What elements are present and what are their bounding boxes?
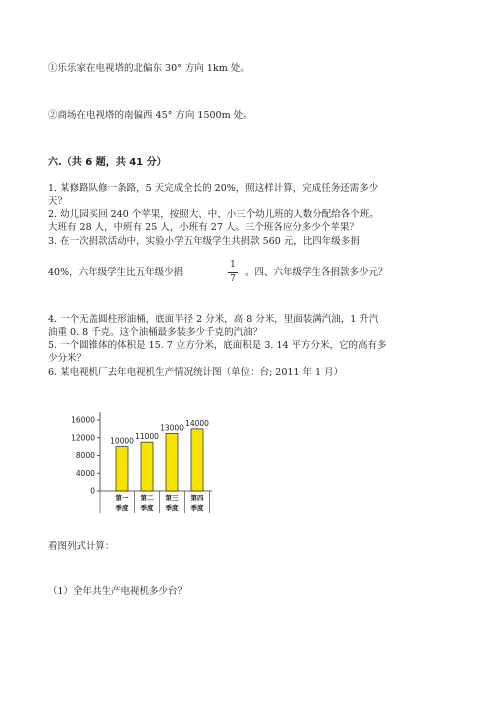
bar-value-label: 14000 — [185, 418, 209, 428]
bar-value-label: 11000 — [135, 432, 159, 442]
problem-3-line-2-end: 。四、六年级学生各捐款多少元？ — [245, 267, 388, 278]
problem-2-line-2: 大班有 28 人，中班有 25 人，小班有 27 人。三个班各应分多少个苹果？ — [48, 222, 359, 233]
fraction — [228, 260, 238, 285]
category-label-line-1: 第二 — [140, 494, 154, 502]
y-tick-label: 16000 — [71, 415, 95, 425]
problem-4-line-1: 4. 一个无盖圆柱形油桶，底面半径 2 分米，高 8 分米，里面装满汽油，1 升汽 — [48, 314, 379, 325]
category-label-line-1: 第四 — [190, 494, 204, 502]
problem-6: 6. 某电视机厂去年电视机生产情况统计图（单位：台; 2011 年 1 月） — [48, 367, 344, 378]
category-label-line-1: 第一 — [115, 494, 129, 502]
problem-3-line-2-start: 40%，六年级学生比五年级少捐 — [48, 267, 184, 278]
y-tick-label: 4000 — [75, 468, 95, 478]
bar — [166, 433, 178, 491]
problem-1-line-1: 1. 某修路队修一条路，5 天完成全长的 20%，照这样计算，完成任务还需多少 — [48, 183, 379, 194]
bar — [191, 429, 203, 491]
bar-value-label: 13000 — [160, 423, 184, 433]
category-label-line-2: 季度 — [165, 504, 179, 512]
fraction-numerator: 1 — [230, 260, 236, 270]
bar-chart — [60, 405, 220, 523]
category-label-line-2: 季度 — [140, 504, 154, 512]
problem-1-line-2: 天？ — [48, 196, 68, 207]
problem-2-line-1: 2. 幼儿园买回 240 个苹果，按照大、中、小三个幼儿班的人数分配给各个班。 — [48, 209, 379, 220]
y-tick-label: 0 — [90, 486, 95, 496]
question-1-part-1: ①乐乐家在电视塔的北偏东 30° 方向 1km 处。 — [48, 63, 250, 74]
section-title: 六.（共 6 题，共 41 分） — [48, 157, 167, 168]
bar-value-label: 10000 — [110, 436, 134, 446]
problem-5-line-2: 少分米？ — [48, 353, 87, 364]
fraction-bar — [228, 272, 238, 273]
question-1-part-2: ②商场在电视塔的南偏西 45° 方向 1500m 处。 — [48, 110, 253, 121]
problem-4-line-2: 油重 0. 8 千克。这个油桶最多装多少千克的汽油？ — [48, 327, 263, 338]
category-label-line-2: 季度 — [190, 504, 204, 512]
fraction-denominator: 7 — [230, 274, 236, 284]
sub-question-1: （1）全年共生产电视机多少台？ — [48, 586, 188, 597]
y-tick-label: 8000 — [75, 451, 95, 460]
bar — [141, 442, 153, 491]
bar — [116, 447, 128, 491]
y-tick-label: 12000 — [71, 433, 95, 443]
category-label-line-1: 第三 — [165, 494, 179, 502]
category-label-line-2: 季度 — [115, 504, 129, 512]
problem-3-line-1: 3. 在一次捐款活动中，实验小学五年级学生共捐款 560 元，比四年级多捐 — [48, 236, 360, 247]
problem-5-line-1: 5. 一个圆锥体的体积是 15. 7 立方分米，底面积是 3. 14 平方分米，它的高有多 — [48, 340, 387, 351]
chart-instruction: 看图列式计算： — [48, 541, 115, 552]
